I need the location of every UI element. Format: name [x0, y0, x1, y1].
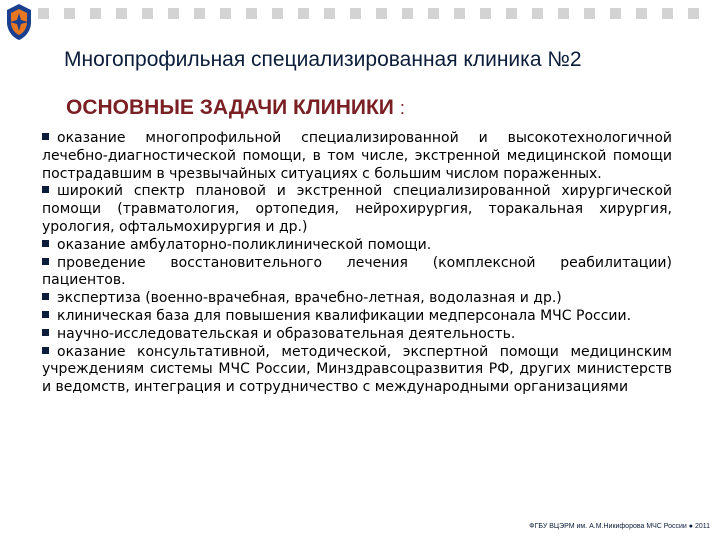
decorative-square	[220, 8, 231, 19]
decorative-square	[506, 8, 517, 19]
decorative-square	[350, 8, 361, 19]
square-bullet-icon	[42, 240, 49, 247]
square-bullet-icon	[42, 311, 49, 318]
decorative-square	[610, 8, 621, 19]
list-item	[42, 344, 672, 397]
square-bullet-icon	[42, 133, 49, 140]
list-item-text: проведение восстановительного лечения (комплексной реабилитации) пациентов.	[42, 254, 672, 289]
decorative-square	[272, 8, 283, 19]
decorative-square	[168, 8, 179, 19]
decorative-square	[376, 8, 387, 19]
decorative-square	[584, 8, 595, 19]
list-item	[42, 308, 672, 326]
section-heading-text: ОСНОВНЫЕ ЗАДАЧИ КЛИНИКИ	[66, 96, 394, 119]
decorative-square	[90, 8, 101, 19]
decorative-square	[532, 8, 543, 19]
decorative-square	[142, 8, 153, 19]
list-item-text: научно-исследовательская и образовательная деятельность.	[57, 325, 516, 342]
decorative-square	[324, 8, 335, 19]
section-heading-colon: :	[399, 98, 405, 118]
page-title: Многопрофильная специализированная клиника №2	[64, 48, 582, 71]
list-item-text: клиническая база для повышения квалификации медперсонала МЧС России.	[57, 307, 632, 324]
list-item-text: оказание консультативной, методической, экспертной помощи медицинским учреждениям системы МЧС России, Минздравсоцразвития РФ, других министерств и ведомств, интеграция и сотрудничество с международными организациями	[42, 343, 672, 396]
decorative-square	[194, 8, 205, 19]
square-bullet-icon	[42, 329, 49, 336]
decorative-square	[116, 8, 127, 19]
square-bullet-icon	[42, 293, 49, 300]
decorative-square	[558, 8, 569, 19]
decorative-square	[688, 8, 699, 19]
decorative-square	[246, 8, 257, 19]
decorative-square	[298, 8, 309, 19]
decorative-square	[402, 8, 413, 19]
decorative-square	[64, 8, 75, 19]
list-item-text: оказание амбулаторно-поликлинической помощи.	[57, 236, 432, 253]
section-heading	[66, 96, 405, 120]
decorative-square	[662, 8, 673, 19]
tasks-list	[42, 130, 672, 397]
decorative-square	[480, 8, 491, 19]
decorative-square	[38, 8, 49, 19]
list-item	[42, 237, 672, 255]
square-bullet-icon	[42, 186, 49, 193]
list-item	[42, 326, 672, 344]
list-item-text: экспертиза (военно-врачебная, врачебно-летная, водолазная и др.)	[57, 290, 562, 307]
mchs-emblem-icon	[4, 2, 34, 42]
list-item	[42, 183, 672, 236]
decorative-square	[454, 8, 465, 19]
footer-credit: ФГБУ ВЦЭРМ им. А.М.Никифорова МЧС России ● 2011	[529, 523, 710, 530]
list-item-text: широкий спектр плановой и экстренной специализированной хирургической помощи (травматология, ортопедия, нейрохирургия, торакальная хирургия, урология, офтальмохирургия и др.)	[42, 183, 672, 235]
decorative-square	[636, 8, 647, 19]
decorative-square	[428, 8, 439, 19]
list-item	[42, 290, 672, 308]
decorative-squares	[38, 8, 720, 22]
square-bullet-icon	[42, 258, 49, 265]
list-item	[42, 130, 672, 183]
list-item	[42, 255, 672, 291]
square-bullet-icon	[42, 347, 49, 354]
list-item-text: оказание многопрофильной специализированной и высокотехнологичной лечебно-диагностической помощи, в том числе, экстренной медицинской помощи пострадавшим в чрезвычайных ситуациях с большим числом пораженных.	[42, 130, 672, 182]
